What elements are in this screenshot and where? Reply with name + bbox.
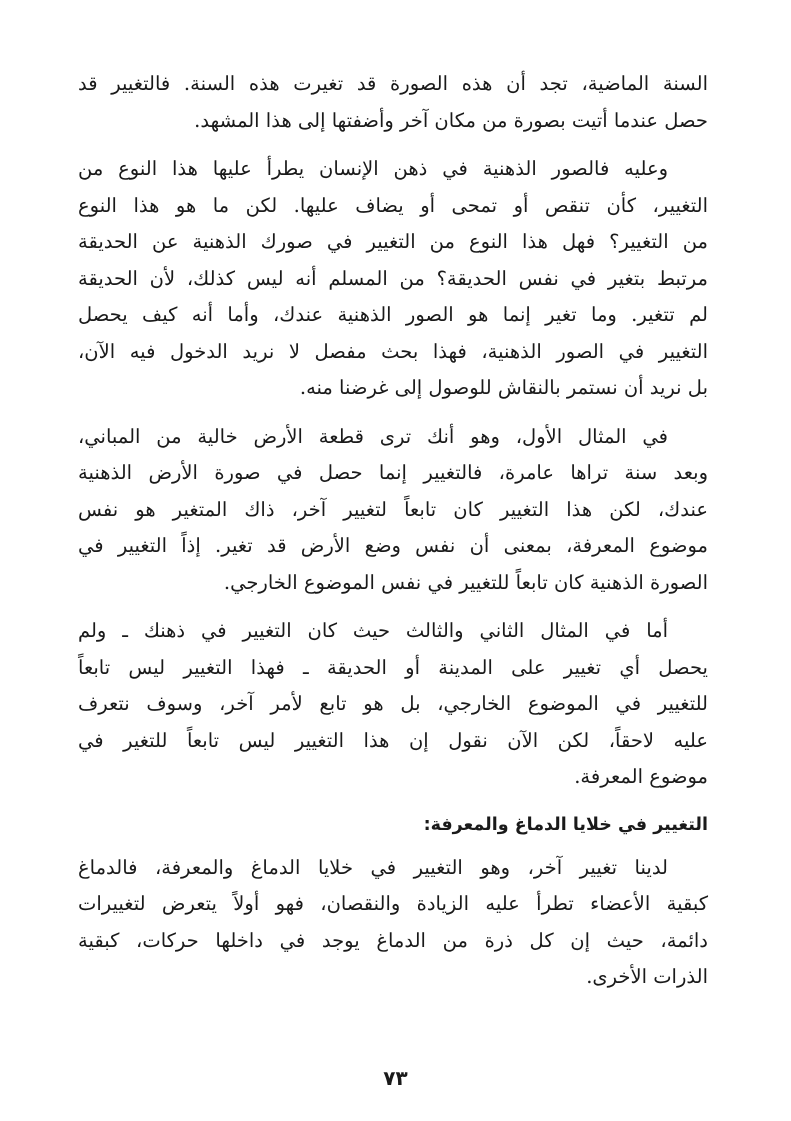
text-line: الصورة الذهنية كان تابعاً للتغيير في نفس الموضوع الخارجي. [223, 570, 708, 594]
text-line: الذرات الأخرى. [586, 965, 708, 988]
text-line: لم تتغير. وما تغير إنما هو الصور الذهنية عندك، وأما أنه كيف يحصل [78, 303, 708, 326]
text-line: لدينا تغيير آخر، وهو التغيير في خلايا الدماغ والمعرفة، فالدماغ [78, 855, 668, 879]
text-line: موضوع المعرفة، بمعنى أن نفس وضع الأرض قد تغير. إذاً التغيير في [78, 534, 708, 557]
text-line: وبعد سنة تراها عامرة، فالتغيير إنما حصل في صورة الأرض الذهنية [78, 461, 708, 484]
text-line: للتغيير في الموضوع الخارجي، بل هو تابع لأمر آخر، وسوف نتعرف [78, 692, 708, 715]
text-line: التغيير في الصور الذهنية، فهذا بحث مفصل لا نريد الدخول فيه الآن، [78, 339, 708, 363]
text-line: حصل عندما أتيت بصورة من مكان آخر وأضفتها إلى هذا المشهد. [194, 108, 708, 132]
page-number: ٧٣ [383, 1066, 408, 1090]
text-line: وعليه فالصور الذهنية في ذهن الإنسان يطرأ عليها هذا النوع من [78, 157, 668, 180]
paragraph-1 [78, 66, 708, 139]
text-line: مرتبط بتغير في نفس الحديقة؟ من المسلم أنه ليس كذلك، لأن الحديقة [78, 266, 708, 290]
text-line: السنة الماضية، تجد أن هذه الصورة قد تغيرت هذه السنة. فالتغيير قد [78, 72, 708, 95]
text-line: يحصل أي تغيير على المدينة أو الحديقة ـ فهذا التغيير ليس تابعاً [78, 655, 708, 679]
paragraph-3 [78, 419, 708, 602]
text-line: التغيير، كأن تنقص أو تمحى أو يضاف عليها. لكن ما هو هذا النوع [78, 193, 708, 217]
paragraph-4 [78, 613, 708, 796]
text-line: بل نريد أن نستمر بالنقاش للوصول إلى غرضنا منه. [299, 376, 708, 399]
text-line: أما في المثال الثاني والثالث حيث كان التغيير في ذهنك ـ ولم [78, 619, 668, 642]
text-line: عليه لاحقاً، لكن الآن نقول إن هذا التغيير ليس تابعاً للتغير في [78, 728, 708, 752]
section-heading: التغيير في خلايا الدماغ والمعرفة: [423, 814, 708, 835]
text-line: من التغيير؟ فهل هذا النوع من التغيير في صورك الذهنية عن الحديقة [78, 230, 708, 253]
text-line: عندك، لكن هذا التغيير كان تابعاً لتغيير آخر، ذاك المتغير هو نفس [78, 497, 708, 521]
text-line: دائمة، حيث إن كل ذرة من الدماغ يوجد في داخلها حركات، كبقية [78, 928, 708, 952]
text-line: موضوع المعرفة. [574, 765, 708, 788]
text-line: كبقية الأعضاء تطرأ عليه الزيادة والنقصان، فهو أولاً يتعرض لتغييرات [78, 892, 708, 915]
paragraph-5 [78, 850, 708, 996]
text-line: في المثال الأول، وهو أنك ترى قطعة الأرض خالية من المباني، [78, 424, 668, 448]
paragraph-2 [78, 151, 708, 407]
page-body [78, 66, 708, 1008]
